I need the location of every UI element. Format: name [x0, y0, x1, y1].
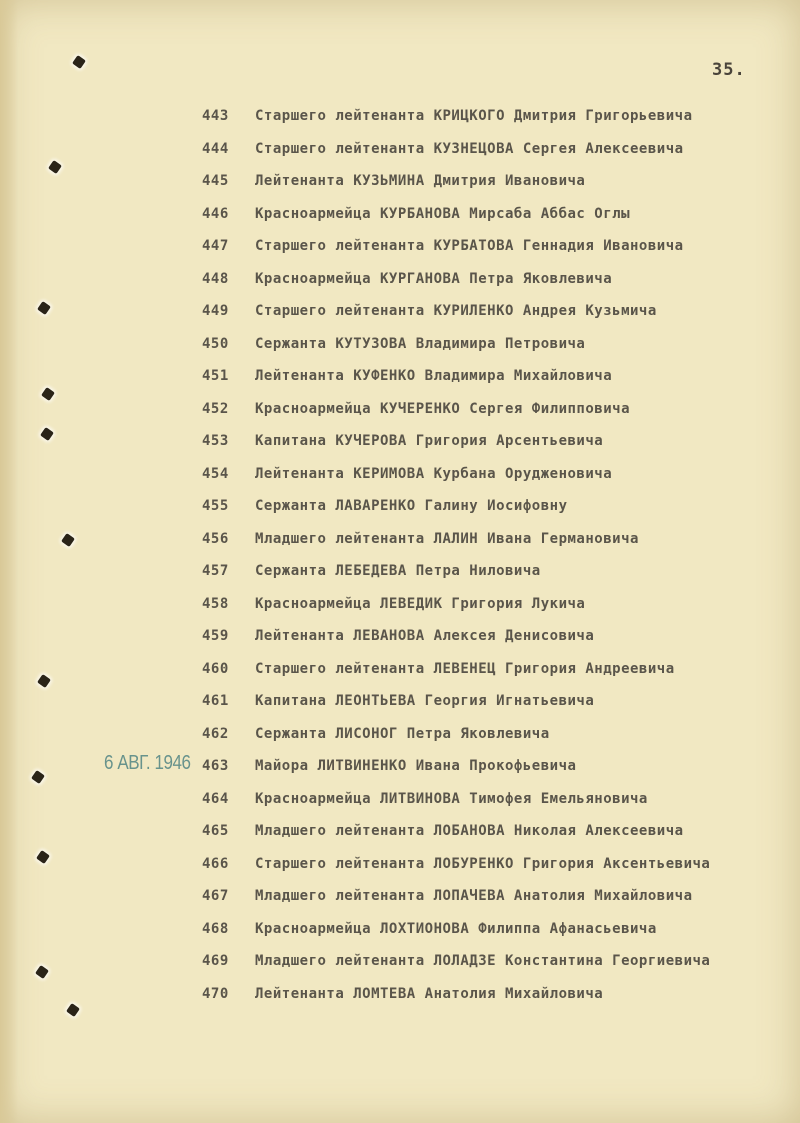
entry-number: 469	[202, 953, 229, 970]
entry-number: 448	[202, 270, 229, 287]
list-item	[202, 783, 792, 816]
entry-number: 460	[202, 660, 229, 677]
list-item	[202, 425, 792, 458]
list-item	[202, 165, 792, 198]
list-item	[202, 198, 792, 231]
entry-text: Красноармейца ЛЕВЕДИК Григория Лукича	[255, 595, 586, 612]
list-item	[202, 880, 792, 913]
entry-number: 466	[202, 855, 229, 872]
entry-number: 467	[202, 888, 229, 905]
list-item	[202, 620, 792, 653]
list-item	[202, 555, 792, 588]
entry-number: 453	[202, 433, 229, 450]
punch-hole	[37, 301, 51, 315]
entry-number: 462	[202, 725, 229, 742]
entry-number: 457	[202, 563, 229, 580]
entry-number: 451	[202, 368, 229, 385]
entry-text: Старшего лейтенанта ЛЕВЕНЕЦ Григория Андреевича	[255, 660, 675, 677]
entry-number: 468	[202, 920, 229, 937]
entry-number: 461	[202, 693, 229, 710]
entry-text: Лейтенанта ЛЕВАНОВА Алексея Денисовича	[255, 628, 595, 645]
list-item	[202, 848, 792, 881]
entry-text: Красноармейца КУРБАНОВА Мирсаба Аббас Оглы	[255, 205, 631, 222]
entry-text: Сержанта КУТУЗОВА Владимира Петровича	[255, 335, 586, 352]
list-item	[202, 815, 792, 848]
entry-number: 455	[202, 498, 229, 515]
entry-text: Красноармейца ЛОХТИОНОВА Филиппа Афанасьевича	[255, 920, 657, 937]
list-item	[202, 718, 792, 751]
entry-number: 445	[202, 173, 229, 190]
entry-text: Капитана КУЧЕРОВА Григория Арсентьевича	[255, 433, 604, 450]
entry-text: Лейтенанта КУЗЬМИНА Дмитрия Ивановича	[255, 173, 586, 190]
entry-text: Младшего лейтенанта ЛОБАНОВА Николая Алексеевича	[255, 823, 684, 840]
page-edge-shadow	[0, 0, 18, 1123]
page-number: 35.	[712, 60, 746, 80]
entry-number: 444	[202, 140, 229, 157]
entry-number: 443	[202, 108, 229, 125]
entry-number: 447	[202, 238, 229, 255]
entry-text: Красноармейца КУЧЕРЕНКО Сергея Филипповича	[255, 400, 631, 417]
list-item	[202, 653, 792, 686]
entry-text: Старшего лейтенанта КУРИЛЕНКО Андрея Кузьмича	[255, 303, 657, 320]
entry-text: Майора ЛИТВИНЕНКО Ивана Прокофьевича	[255, 758, 577, 775]
punch-hole	[66, 1003, 80, 1017]
entry-text: Красноармейца КУРГАНОВА Петра Яковлевича	[255, 270, 613, 287]
list-item	[202, 945, 792, 978]
entry-number: 449	[202, 303, 229, 320]
entry-number: 464	[202, 790, 229, 807]
entry-text: Сержанта ЛЕБЕДЕВА Петра Ниловича	[255, 563, 541, 580]
entry-text: Лейтенанта КУФЕНКО Владимира Михайловича	[255, 368, 613, 385]
entry-text: Младшего лейтенанта ЛОЛАДЗЕ Константина Георгиевича	[255, 953, 711, 970]
punch-hole	[72, 55, 86, 69]
entry-number: 458	[202, 595, 229, 612]
list-item	[202, 978, 792, 1011]
list-item	[202, 263, 792, 296]
list-item	[202, 393, 792, 426]
list-item	[202, 100, 792, 133]
punch-hole	[48, 160, 62, 174]
entry-number: 459	[202, 628, 229, 645]
entry-number: 463	[202, 758, 229, 775]
entry-text: Младшего лейтенанта ЛАЛИН Ивана Германовича	[255, 530, 639, 547]
entry-text: Лейтенанта КЕРИМОВА Курбана Орудженовича	[255, 465, 613, 482]
entry-text: Старшего лейтенанта КУРБАТОВА Геннадия Ивановича	[255, 238, 684, 255]
entry-text: Младшего лейтенанта ЛОПАЧЕВА Анатолия Михайловича	[255, 888, 693, 905]
punch-hole	[36, 850, 50, 864]
entry-number: 452	[202, 400, 229, 417]
punch-hole	[40, 427, 54, 441]
list-item	[202, 490, 792, 523]
entry-number: 446	[202, 205, 229, 222]
entry-number: 470	[202, 985, 229, 1002]
punch-hole	[35, 965, 49, 979]
list-item	[202, 523, 792, 556]
entry-number: 465	[202, 823, 229, 840]
punch-hole	[31, 770, 45, 784]
entry-number: 456	[202, 530, 229, 547]
entry-number: 454	[202, 465, 229, 482]
list-item	[202, 458, 792, 491]
entry-text: Сержанта ЛИСОНОГ Петра Яковлевича	[255, 725, 550, 742]
list-item	[202, 913, 792, 946]
list-item	[202, 133, 792, 166]
entry-text: Старшего лейтенанта КРИЦКОГО Дмитрия Григорьевича	[255, 108, 693, 125]
list-item	[202, 230, 792, 263]
list-item	[202, 295, 792, 328]
punch-hole	[61, 533, 75, 547]
entry-text: Сержанта ЛАВАРЕНКО Галину Иосифовну	[255, 498, 568, 515]
entry-text: Красноармейца ЛИТВИНОВА Тимофея Емельяновича	[255, 790, 648, 807]
entry-text: Старшего лейтенанта КУЗНЕЦОВА Сергея Алексеевича	[255, 140, 684, 157]
entry-text: Лейтенанта ЛОМТЕВА Анатолия Михайловича	[255, 985, 604, 1002]
punch-hole	[41, 387, 55, 401]
entry-number: 450	[202, 335, 229, 352]
award-list	[202, 100, 792, 1010]
entry-text: Старшего лейтенанта ЛОБУРЕНКО Григория Аксентьевича	[255, 855, 711, 872]
list-item	[202, 588, 792, 621]
entry-text: Капитана ЛЕОНТЬЕВА Георгия Игнатьевича	[255, 693, 595, 710]
list-item	[202, 685, 792, 718]
list-item	[202, 750, 792, 783]
punch-hole	[37, 674, 51, 688]
list-item	[202, 328, 792, 361]
date-stamp: 6 АВГ. 1946	[104, 752, 191, 774]
list-item	[202, 360, 792, 393]
